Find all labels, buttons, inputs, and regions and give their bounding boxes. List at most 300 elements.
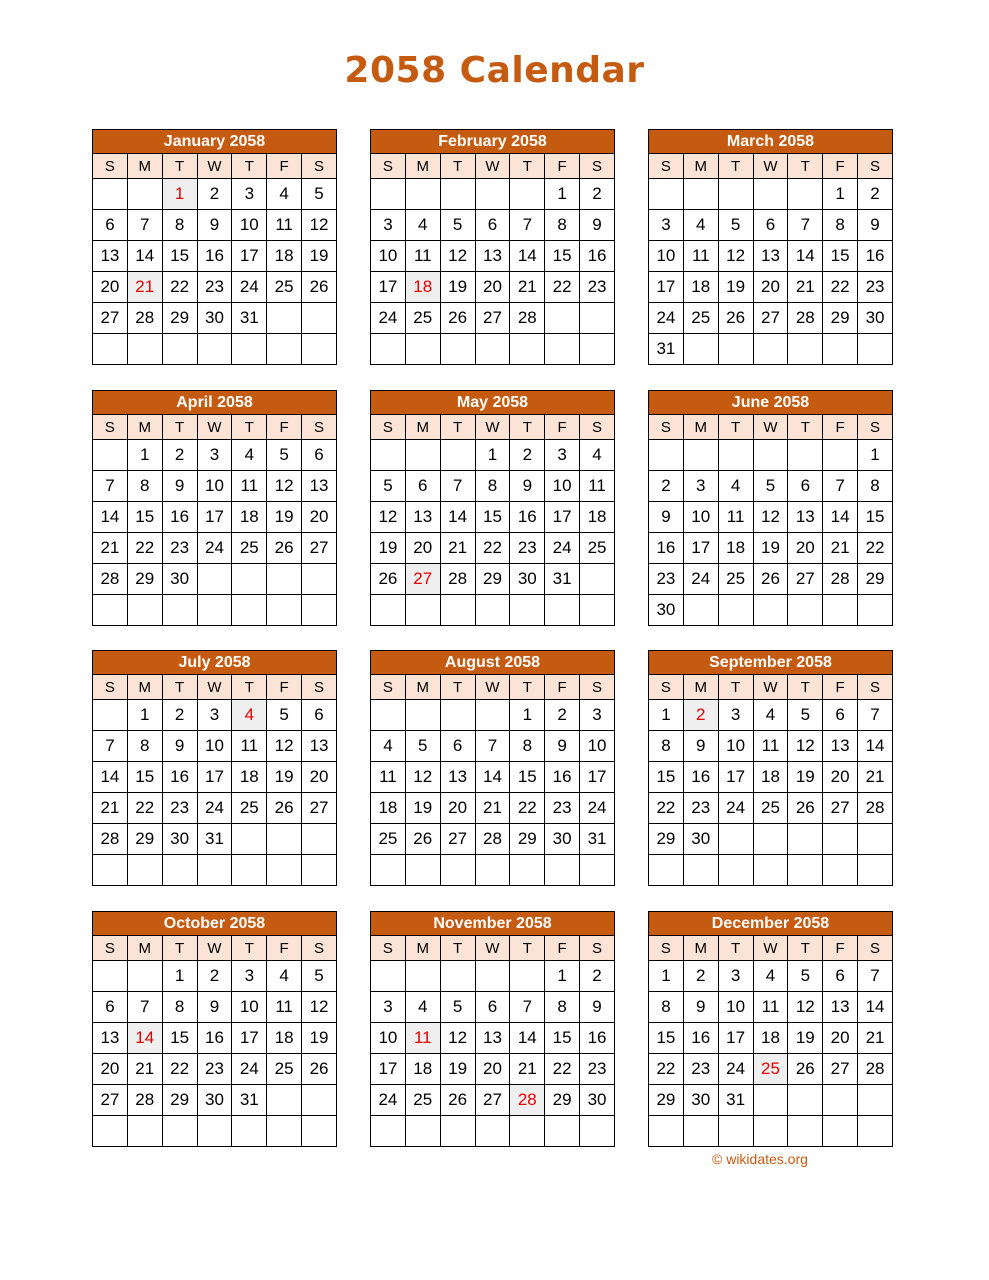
holiday-day-cell: 14	[127, 1023, 162, 1054]
empty-day-cell	[371, 179, 406, 210]
day-cell: 16	[683, 1023, 718, 1054]
day-cell: 8	[127, 731, 162, 762]
empty-day-cell	[440, 700, 475, 731]
day-cell: 19	[753, 533, 788, 564]
day-cell: 10	[580, 731, 615, 762]
day-cell: 19	[718, 272, 753, 303]
day-cell: 24	[718, 793, 753, 824]
weekday-header: T	[788, 936, 823, 961]
day-cell: 22	[510, 793, 545, 824]
empty-day-cell	[753, 440, 788, 471]
empty-day-cell	[823, 440, 858, 471]
empty-day-cell	[232, 334, 267, 365]
day-cell: 29	[649, 824, 684, 855]
holiday-day-cell: 18	[405, 272, 440, 303]
weekday-header: S	[371, 675, 406, 700]
empty-day-cell	[302, 1085, 337, 1116]
empty-day-cell	[545, 1116, 580, 1147]
day-cell: 11	[405, 241, 440, 272]
day-cell: 26	[267, 793, 302, 824]
month-table	[648, 390, 893, 626]
empty-day-cell	[683, 1116, 718, 1147]
day-cell: 20	[93, 272, 128, 303]
day-cell: 28	[858, 793, 893, 824]
day-cell: 28	[788, 303, 823, 334]
day-cell: 7	[788, 210, 823, 241]
day-cell: 1	[858, 440, 893, 471]
day-cell: 10	[232, 210, 267, 241]
weekday-header: S	[371, 154, 406, 179]
day-cell: 1	[510, 700, 545, 731]
month-title: July 2058	[93, 651, 337, 675]
day-cell: 14	[510, 241, 545, 272]
empty-day-cell	[823, 1116, 858, 1147]
day-cell: 15	[475, 502, 510, 533]
empty-day-cell	[858, 824, 893, 855]
day-cell: 4	[267, 961, 302, 992]
day-cell: 12	[267, 731, 302, 762]
weekday-header: F	[823, 936, 858, 961]
day-cell: 13	[440, 762, 475, 793]
day-cell: 29	[858, 564, 893, 595]
day-cell: 8	[545, 992, 580, 1023]
day-cell: 10	[232, 992, 267, 1023]
day-cell: 21	[475, 793, 510, 824]
day-cell: 15	[162, 1023, 197, 1054]
empty-day-cell	[267, 855, 302, 886]
weekday-header: S	[93, 415, 128, 440]
day-cell: 7	[858, 700, 893, 731]
month-calendar	[370, 650, 615, 886]
weekday-header: W	[753, 415, 788, 440]
day-cell: 1	[127, 700, 162, 731]
weekday-header: M	[683, 154, 718, 179]
empty-day-cell	[405, 440, 440, 471]
day-cell: 2	[197, 961, 232, 992]
holiday-day-cell: 11	[405, 1023, 440, 1054]
day-cell: 2	[649, 471, 684, 502]
day-cell: 18	[580, 502, 615, 533]
day-cell: 9	[197, 210, 232, 241]
day-cell: 18	[232, 502, 267, 533]
month-table	[92, 911, 337, 1147]
holiday-day-cell: 27	[405, 564, 440, 595]
day-cell: 27	[753, 303, 788, 334]
day-cell: 17	[545, 502, 580, 533]
day-cell: 30	[162, 564, 197, 595]
day-cell: 7	[127, 992, 162, 1023]
day-cell: 26	[302, 1054, 337, 1085]
day-cell: 25	[580, 533, 615, 564]
day-cell: 21	[510, 272, 545, 303]
empty-day-cell	[475, 700, 510, 731]
empty-day-cell	[580, 334, 615, 365]
month-calendar	[648, 390, 893, 626]
day-cell: 27	[788, 564, 823, 595]
weekday-header: S	[580, 415, 615, 440]
empty-day-cell	[440, 1116, 475, 1147]
day-cell: 11	[267, 210, 302, 241]
day-cell: 23	[683, 1054, 718, 1085]
empty-day-cell	[302, 334, 337, 365]
day-cell: 19	[302, 1023, 337, 1054]
day-cell: 24	[232, 272, 267, 303]
empty-day-cell	[580, 1116, 615, 1147]
day-cell: 16	[649, 533, 684, 564]
weekday-header: M	[405, 936, 440, 961]
empty-day-cell	[753, 334, 788, 365]
day-cell: 29	[162, 1085, 197, 1116]
day-cell: 31	[232, 1085, 267, 1116]
day-cell: 5	[440, 992, 475, 1023]
day-cell: 24	[545, 533, 580, 564]
month-title: January 2058	[93, 130, 337, 154]
day-cell: 18	[232, 762, 267, 793]
empty-day-cell	[475, 595, 510, 626]
day-cell: 22	[823, 272, 858, 303]
weekday-header: F	[545, 415, 580, 440]
weekday-header: W	[475, 936, 510, 961]
month-table	[370, 911, 615, 1147]
weekday-header: T	[718, 415, 753, 440]
weekday-header: T	[510, 415, 545, 440]
credit-link[interactable]: © wikidates.org	[712, 1151, 808, 1167]
day-cell: 11	[267, 992, 302, 1023]
day-cell: 8	[510, 731, 545, 762]
day-cell: 4	[405, 992, 440, 1023]
day-cell: 14	[858, 731, 893, 762]
weekday-header: S	[580, 154, 615, 179]
empty-day-cell	[545, 334, 580, 365]
weekday-header: F	[545, 154, 580, 179]
day-cell: 12	[302, 992, 337, 1023]
month-table	[648, 911, 893, 1147]
empty-day-cell	[683, 855, 718, 886]
day-cell: 28	[127, 303, 162, 334]
day-cell: 20	[823, 762, 858, 793]
day-cell: 5	[788, 700, 823, 731]
empty-day-cell	[197, 564, 232, 595]
day-cell: 4	[683, 210, 718, 241]
day-cell: 12	[371, 502, 406, 533]
day-cell: 9	[510, 471, 545, 502]
empty-day-cell	[823, 595, 858, 626]
month-calendar	[370, 911, 615, 1147]
day-cell: 8	[162, 210, 197, 241]
day-cell: 22	[649, 793, 684, 824]
day-cell: 6	[475, 992, 510, 1023]
weekday-header: T	[162, 675, 197, 700]
empty-day-cell	[788, 1116, 823, 1147]
holiday-day-cell: 1	[162, 179, 197, 210]
empty-day-cell	[753, 824, 788, 855]
empty-day-cell	[93, 855, 128, 886]
day-cell: 14	[510, 1023, 545, 1054]
weekday-header: T	[718, 675, 753, 700]
day-cell: 3	[545, 440, 580, 471]
day-cell: 17	[649, 272, 684, 303]
day-cell: 30	[545, 824, 580, 855]
day-cell: 6	[302, 700, 337, 731]
weekday-header: M	[405, 154, 440, 179]
day-cell: 12	[788, 731, 823, 762]
empty-day-cell	[302, 595, 337, 626]
empty-day-cell	[510, 855, 545, 886]
day-cell: 15	[127, 502, 162, 533]
month-table	[648, 650, 893, 886]
empty-day-cell	[788, 1085, 823, 1116]
empty-day-cell	[405, 595, 440, 626]
weekday-header: T	[510, 936, 545, 961]
day-cell: 28	[127, 1085, 162, 1116]
weekday-header: S	[649, 936, 684, 961]
empty-day-cell	[162, 855, 197, 886]
empty-day-cell	[545, 595, 580, 626]
day-cell: 19	[267, 762, 302, 793]
day-cell: 10	[197, 731, 232, 762]
day-cell: 15	[858, 502, 893, 533]
weekday-header: S	[93, 675, 128, 700]
day-cell: 10	[545, 471, 580, 502]
empty-day-cell	[683, 179, 718, 210]
day-cell: 1	[649, 700, 684, 731]
empty-day-cell	[475, 961, 510, 992]
day-cell: 27	[302, 533, 337, 564]
month-table	[92, 650, 337, 886]
weekday-header: T	[232, 415, 267, 440]
empty-day-cell	[580, 855, 615, 886]
day-cell: 23	[197, 1054, 232, 1085]
day-cell: 26	[788, 1054, 823, 1085]
month-calendar	[92, 390, 337, 626]
day-cell: 28	[858, 1054, 893, 1085]
day-cell: 1	[475, 440, 510, 471]
day-cell: 17	[683, 533, 718, 564]
weekday-header: T	[788, 415, 823, 440]
day-cell: 25	[405, 1085, 440, 1116]
weekday-header: S	[858, 936, 893, 961]
day-cell: 10	[649, 241, 684, 272]
holiday-day-cell: 25	[753, 1054, 788, 1085]
empty-day-cell	[127, 961, 162, 992]
day-cell: 10	[718, 731, 753, 762]
empty-day-cell	[683, 440, 718, 471]
day-cell: 29	[475, 564, 510, 595]
empty-day-cell	[93, 1116, 128, 1147]
empty-day-cell	[162, 1116, 197, 1147]
day-cell: 1	[823, 179, 858, 210]
empty-day-cell	[718, 824, 753, 855]
day-cell: 15	[127, 762, 162, 793]
day-cell: 16	[510, 502, 545, 533]
holiday-day-cell: 28	[510, 1085, 545, 1116]
empty-day-cell	[267, 564, 302, 595]
empty-day-cell	[475, 1116, 510, 1147]
holiday-day-cell: 2	[683, 700, 718, 731]
day-cell: 8	[545, 210, 580, 241]
day-cell: 15	[649, 1023, 684, 1054]
empty-day-cell	[405, 961, 440, 992]
day-cell: 9	[162, 471, 197, 502]
empty-day-cell	[93, 595, 128, 626]
month-title: August 2058	[371, 651, 615, 675]
day-cell: 8	[649, 731, 684, 762]
day-cell: 14	[93, 762, 128, 793]
empty-day-cell	[683, 595, 718, 626]
empty-day-cell	[127, 855, 162, 886]
day-cell: 13	[788, 502, 823, 533]
day-cell: 4	[753, 961, 788, 992]
day-cell: 16	[197, 241, 232, 272]
empty-day-cell	[197, 595, 232, 626]
weekday-header: T	[440, 936, 475, 961]
day-cell: 19	[788, 762, 823, 793]
empty-day-cell	[93, 961, 128, 992]
day-cell: 25	[405, 303, 440, 334]
day-cell: 24	[371, 303, 406, 334]
empty-day-cell	[93, 334, 128, 365]
day-cell: 16	[545, 762, 580, 793]
day-cell: 9	[162, 731, 197, 762]
empty-day-cell	[858, 855, 893, 886]
day-cell: 13	[823, 731, 858, 762]
day-cell: 18	[371, 793, 406, 824]
month-table	[370, 650, 615, 886]
day-cell: 2	[858, 179, 893, 210]
empty-day-cell	[788, 334, 823, 365]
day-cell: 22	[649, 1054, 684, 1085]
weekday-header: S	[93, 936, 128, 961]
empty-day-cell	[371, 961, 406, 992]
day-cell: 21	[440, 533, 475, 564]
day-cell: 7	[475, 731, 510, 762]
weekday-header: W	[475, 415, 510, 440]
day-cell: 28	[93, 824, 128, 855]
day-cell: 20	[753, 272, 788, 303]
day-cell: 21	[858, 762, 893, 793]
day-cell: 7	[93, 731, 128, 762]
empty-day-cell	[232, 595, 267, 626]
day-cell: 19	[405, 793, 440, 824]
day-cell: 25	[232, 793, 267, 824]
day-cell: 24	[683, 564, 718, 595]
day-cell: 25	[267, 272, 302, 303]
weekday-header: S	[858, 675, 893, 700]
weekday-header: S	[858, 154, 893, 179]
weekday-header: F	[823, 154, 858, 179]
day-cell: 23	[683, 793, 718, 824]
day-cell: 30	[858, 303, 893, 334]
day-cell: 16	[580, 1023, 615, 1054]
day-cell: 5	[718, 210, 753, 241]
day-cell: 8	[858, 471, 893, 502]
day-cell: 29	[127, 824, 162, 855]
day-cell: 14	[440, 502, 475, 533]
day-cell: 16	[197, 1023, 232, 1054]
day-cell: 26	[371, 564, 406, 595]
day-cell: 17	[718, 1023, 753, 1054]
empty-day-cell	[788, 595, 823, 626]
day-cell: 2	[545, 700, 580, 731]
day-cell: 7	[510, 210, 545, 241]
day-cell: 13	[823, 992, 858, 1023]
weekday-header: M	[405, 415, 440, 440]
day-cell: 27	[475, 1085, 510, 1116]
day-cell: 3	[683, 471, 718, 502]
day-cell: 17	[197, 762, 232, 793]
day-cell: 20	[302, 762, 337, 793]
day-cell: 10	[718, 992, 753, 1023]
empty-day-cell	[510, 1116, 545, 1147]
day-cell: 16	[683, 762, 718, 793]
weekday-header: S	[371, 936, 406, 961]
day-cell: 4	[580, 440, 615, 471]
empty-day-cell	[197, 1116, 232, 1147]
day-cell: 12	[267, 471, 302, 502]
day-cell: 9	[197, 992, 232, 1023]
empty-day-cell	[823, 855, 858, 886]
weekday-header: T	[440, 675, 475, 700]
empty-day-cell	[718, 595, 753, 626]
day-cell: 6	[302, 440, 337, 471]
day-cell: 1	[545, 961, 580, 992]
day-cell: 24	[718, 1054, 753, 1085]
month-calendar	[92, 911, 337, 1147]
day-cell: 31	[718, 1085, 753, 1116]
day-cell: 24	[371, 1085, 406, 1116]
empty-day-cell	[93, 700, 128, 731]
empty-day-cell	[302, 824, 337, 855]
weekday-header: W	[475, 675, 510, 700]
weekday-header: W	[197, 154, 232, 179]
day-cell: 2	[197, 179, 232, 210]
day-cell: 30	[197, 303, 232, 334]
month-calendar	[648, 911, 893, 1147]
day-cell: 18	[405, 1054, 440, 1085]
empty-day-cell	[823, 824, 858, 855]
weekday-header: F	[267, 154, 302, 179]
weekday-header: M	[127, 936, 162, 961]
day-cell: 27	[93, 303, 128, 334]
weekday-header: T	[718, 936, 753, 961]
day-cell: 15	[162, 241, 197, 272]
day-cell: 31	[545, 564, 580, 595]
day-cell: 20	[788, 533, 823, 564]
day-cell: 25	[718, 564, 753, 595]
empty-day-cell	[93, 440, 128, 471]
day-cell: 30	[580, 1085, 615, 1116]
day-cell: 24	[197, 533, 232, 564]
day-cell: 13	[93, 1023, 128, 1054]
day-cell: 9	[858, 210, 893, 241]
day-cell: 13	[475, 241, 510, 272]
empty-day-cell	[753, 1085, 788, 1116]
day-cell: 18	[753, 1023, 788, 1054]
weekday-header: S	[302, 936, 337, 961]
day-cell: 5	[267, 440, 302, 471]
empty-day-cell	[302, 855, 337, 886]
day-cell: 22	[858, 533, 893, 564]
weekday-header: T	[718, 154, 753, 179]
day-cell: 13	[405, 502, 440, 533]
empty-day-cell	[440, 855, 475, 886]
day-cell: 7	[823, 471, 858, 502]
month-calendar	[370, 129, 615, 365]
day-cell: 29	[649, 1085, 684, 1116]
day-cell: 3	[232, 961, 267, 992]
day-cell: 2	[580, 961, 615, 992]
empty-day-cell	[127, 334, 162, 365]
